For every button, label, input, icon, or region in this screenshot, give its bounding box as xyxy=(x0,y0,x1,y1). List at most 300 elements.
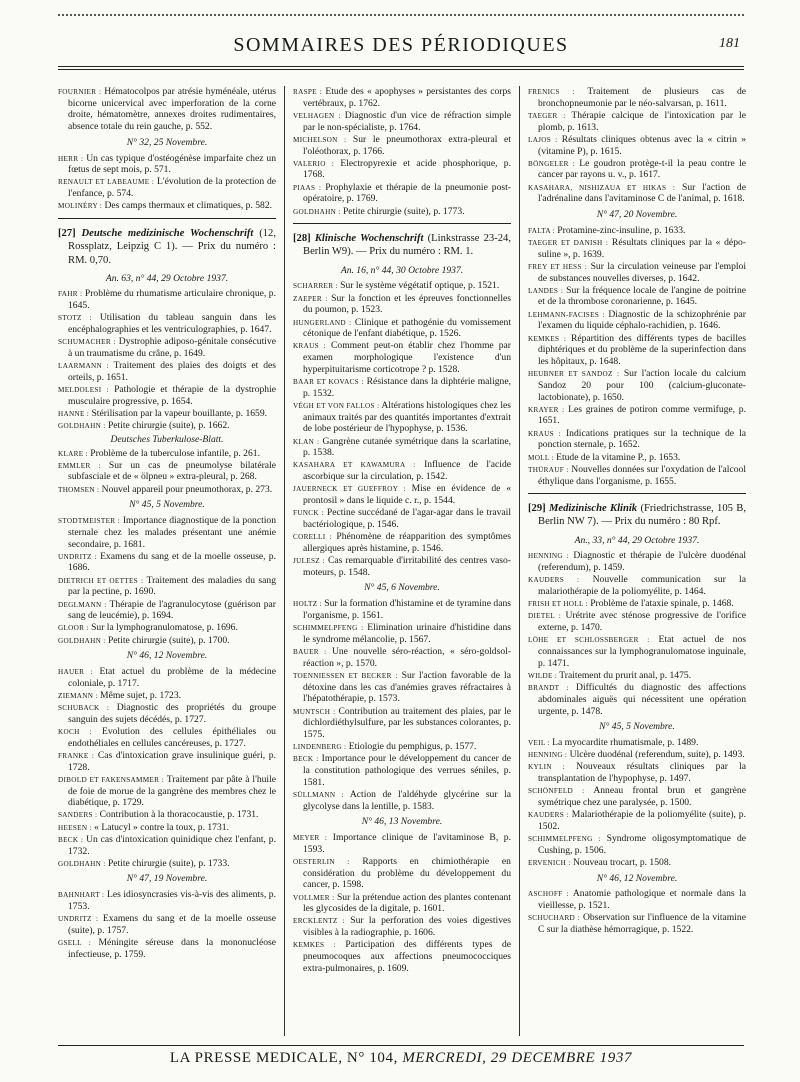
article-author: SANDERS : xyxy=(58,811,98,820)
article-author: HERR : xyxy=(58,154,84,163)
article-author: KAUDERS : xyxy=(528,576,580,585)
article-title: Etat actuel du problème de la médecine coloniale, p. 1717. xyxy=(68,666,276,689)
article-author: KEMKES : xyxy=(528,334,567,343)
article-author: GOLDHAHN : xyxy=(58,859,106,868)
article-author: MELDOLESI : xyxy=(58,386,109,395)
article-author: KLARE : xyxy=(58,449,88,458)
journal-number: [29] xyxy=(528,503,546,515)
article-author: FRANKE : xyxy=(58,751,95,760)
article-title: Etude de la vitamine P., p. 1653. xyxy=(556,451,681,463)
article-entry xyxy=(528,86,746,109)
article-entry xyxy=(293,507,511,530)
footer-date: MERCREDI, 29 DECEMBRE 1937 xyxy=(402,1050,633,1066)
article-author: HOLTZ : xyxy=(293,600,322,609)
article-title: Traitement des plaies des doigts et des orteils, p. 1651. xyxy=(68,360,276,383)
article-title: Utilisation du tableau sanguin dans les encéphalographies et les ventriculographies, p. 1647. xyxy=(68,312,276,336)
article-author: KAUDERS : xyxy=(528,811,569,820)
article-author: CORELLI : xyxy=(293,533,332,542)
article-entry xyxy=(58,200,276,212)
article-entry xyxy=(528,110,746,133)
article-entry xyxy=(293,555,511,578)
article-author: BAAR ET KOVACS : xyxy=(293,378,364,387)
article-title: Thérapie de l'agranulocytose (guérison par sang de leucémie), p. 1694. xyxy=(68,598,276,622)
article-author: UNDRITZ : xyxy=(58,552,97,561)
article-author: KLAN : xyxy=(293,437,320,446)
article-author: MEYER : xyxy=(293,834,328,843)
article-title: Sur la fréquence locale de l'angine de poitrine et de la thrombose coronarienne, p. 1645. xyxy=(538,284,746,308)
article-author: LÖHE ET SCHLOSSBERGER : xyxy=(528,636,650,645)
article-entry xyxy=(58,484,276,496)
article-title: Sur un cas de pneumolyse bilatérale subfasciale et de « ölpneu » extra-pleural, p. 268. xyxy=(68,459,276,483)
article-entry xyxy=(58,360,276,383)
article-entry xyxy=(58,384,276,407)
article-entry xyxy=(293,110,511,133)
article-title: Problème de la tuberculose infantile, p. 261. xyxy=(90,447,260,459)
article-title: Urétrite avec sténose progressive de l'orifice externe, p. 1470. xyxy=(538,610,746,634)
header-rule xyxy=(58,66,744,67)
article-author: MUNTSCH : xyxy=(293,707,336,716)
article-author: HANNE : xyxy=(58,409,90,418)
journal-name: Deutsche medizinische Wochenschrift xyxy=(81,228,254,240)
article-title: Résultats cliniques par la « dépo-suline », p. 1639. xyxy=(538,236,746,260)
article-title: Diagnostic d'un vice de réfraction simple par le non-spécialiste, p. 1764. xyxy=(303,109,511,133)
article-author: KRAYER : xyxy=(528,405,565,414)
article-title: Problème de l'ataxie spinale, p. 1468. xyxy=(590,598,734,610)
article-title: La myocardite rhumatismale, p. 1489. xyxy=(552,736,699,748)
article-entry xyxy=(58,408,276,420)
article-title: Importance pour le développement du cancer de la constitution pathologique des verrues séniles, p. 1581. xyxy=(303,753,511,788)
article-entry xyxy=(528,225,746,237)
article-author: BRANDT : xyxy=(528,684,569,693)
article-entry xyxy=(528,833,746,856)
article-title: Sur le pneumothorax extra-pleural et l'oléothorax, p. 1766. xyxy=(303,133,511,157)
article-entry xyxy=(528,452,746,464)
article-title: Mise en évidence de « prontosil » dans le liquide c. r., p. 1544. xyxy=(303,483,511,507)
article-author: TAEGER : xyxy=(528,111,566,120)
article-author: LANDES : xyxy=(528,286,564,295)
article-entry xyxy=(528,912,746,935)
header-rule-double xyxy=(58,69,744,70)
article-title: Importance diagnostique de la ponction sternale chez les malades présentant une anémie secondaire, p. 1681. xyxy=(68,515,276,550)
article-entry xyxy=(293,892,511,915)
article-author: RASPE : xyxy=(293,88,323,96)
article-title: Sur la prétendue action des plantes contenant les glycosides de la digitale, p. 1601. xyxy=(303,891,511,915)
article-title: Nouvelles données sur l'oxydation de l'alcool éthylique dans l'organisme, p. 1655. xyxy=(538,463,746,487)
article-author: BAHNHART : xyxy=(58,891,105,900)
article-title: Etude des « apophyses » persistantes des corps vertébraux, p. 1762. xyxy=(303,86,511,109)
supplement-heading: Deutsches Tuberkulose-Blatt. xyxy=(110,433,224,445)
article-title: Cas d'intoxication grave insulinique guéri, p. 1728. xyxy=(68,749,276,773)
article-entry xyxy=(58,86,276,133)
journal-heading xyxy=(293,232,511,258)
article-entry xyxy=(58,575,276,598)
article-entry xyxy=(293,340,511,375)
article-title: Les graines de potiron comme vermifuge, p. 1651. xyxy=(538,403,746,427)
article-entry xyxy=(293,400,511,435)
article-author: EMMLER : xyxy=(58,461,101,470)
article-author: TAEGER ET DANISH : xyxy=(528,238,609,247)
issue-heading: N° 47, 20 Novembre. xyxy=(596,209,678,221)
article-entry xyxy=(58,176,276,199)
journal-heading xyxy=(528,502,746,528)
article-entry xyxy=(293,531,511,554)
article-author: JAUERNECK ET GUEFFROY : xyxy=(293,485,406,494)
article-author: GLOOR : xyxy=(58,624,89,633)
article-title: Un cas typique d'ostéogénèse imparfaite chez un fœtus de sept mois, p. 571. xyxy=(68,152,276,176)
article-author: KASAHARA, NISHIZAUA ET HIKAS : xyxy=(528,183,676,192)
article-title: Sur l'action favorable de la détoxine dans les cas d'anémies graves réfractaires à l'hépatothérapie, p. 1573. xyxy=(303,669,511,705)
column-3 xyxy=(528,86,746,1036)
article-title: Le goudron protège-t-il la peau contre le cancer par rayons u. v., p. 1617. xyxy=(538,157,746,181)
article-title: Pathologie et thérapie de la dystrophie musculaire progressive, p. 1654. xyxy=(68,384,276,407)
article-author: LINDENBERG : xyxy=(293,743,347,752)
article-title: Etiologie du pemphigus, p. 1577. xyxy=(348,741,477,753)
article-title: Sur le système végétatif optique, p. 1521. xyxy=(340,280,500,292)
article-entry xyxy=(293,376,511,399)
article-title: Diagnostic et thérapie de l'ulcère duodénal (referendum), p. 1459. xyxy=(538,550,746,574)
article-author: VEIL : xyxy=(528,738,550,747)
article-title: Traitement des maladies du sang par la pectine, p. 1690. xyxy=(68,574,276,598)
article-title: Importance clinique de l'avitaminose B, p. 1593. xyxy=(303,832,511,855)
article-title: Traitement de plusieurs cas de bronchopneumonie par le néo-salvarsan, p. 1611. xyxy=(538,86,746,109)
article-author: RENAULT ET LABEAUME : xyxy=(58,178,155,187)
issue-heading: N° 47, 19 Novembre. xyxy=(126,873,208,885)
article-author: OESTERLIN : xyxy=(293,857,350,866)
article-entry xyxy=(528,610,746,633)
article-title: Méningite séreuse dans la mononucléose infectieuse, p. 1759. xyxy=(68,937,276,960)
article-title: Protamine-zinc-insuline, p. 1633. xyxy=(557,224,686,236)
article-author: PIAAS : xyxy=(293,183,322,192)
article-author: ERVENICH : xyxy=(528,858,571,867)
article-title: Difficultés du diagnostic des affections abdominales aiguës qui nécessitent une opération urgente, p. 1478. xyxy=(538,682,746,717)
article-entry xyxy=(528,634,746,669)
article-title: « Latucyl » contre la toux, p. 1731. xyxy=(94,821,229,833)
article-title: Evolution des cellules épithéliales ou endothéliales en cellules cancéreuses, p. 1727. xyxy=(68,726,276,749)
footer-rule xyxy=(58,1045,744,1046)
article-title: Petite chirurgie (suite), p. 1662. xyxy=(107,420,230,432)
article-entry xyxy=(58,635,276,647)
article-author: LAARMANN : xyxy=(58,362,109,371)
article-title: Altérations histologiques chez les animaux traités par des quantités importantes d'extrait de lobe postérieur de l'hypophyse, p. 1536. xyxy=(303,399,511,435)
journal-info: (Friedrichstrasse, 105 B, Berlin NW 7). — Prix du numéro : 80 Rpf. xyxy=(538,503,746,528)
section-rule xyxy=(528,493,746,494)
article-entry xyxy=(528,368,746,403)
article-entry xyxy=(58,312,276,335)
journal-info: (Linkstrasse 23-24, Berlin W9). — Prix du numéro : RM. 1. xyxy=(303,233,511,258)
article-entry xyxy=(58,858,276,870)
article-author: BECK : xyxy=(293,755,319,764)
article-entry xyxy=(528,574,746,597)
article-entry xyxy=(293,939,511,974)
article-entry xyxy=(58,460,276,483)
issue-heading: N° 45, 5 Novembre. xyxy=(129,499,205,511)
article-title: Une nouvelle séro-réaction, « séro-goldsol-réaction », p. 1570. xyxy=(303,646,511,669)
page-title: SOMMAIRES DES PÉRIODIQUES xyxy=(233,34,569,56)
article-title: Petite chirurgie (suite), p. 1700. xyxy=(107,634,230,646)
journal-name: Medizinische Klinik xyxy=(549,503,638,515)
article-title: Hématocolpos par atrésie hyménéale, utérus bicorne unicervical avec imperforation de la corne droite, hématomètre, annexes droites rudimentaires, absence totale du rein gauche, p. 552. xyxy=(68,86,276,133)
article-entry xyxy=(293,598,511,621)
article-entry xyxy=(528,888,746,911)
article-entry xyxy=(58,834,276,857)
article-author: UNDRITZ : xyxy=(58,915,99,924)
article-author: SCHUBACK : xyxy=(58,704,110,713)
article-author: HENNING : xyxy=(528,552,570,561)
issue-heading: N° 32, 25 Novembre. xyxy=(126,136,208,148)
article-entry xyxy=(58,690,276,702)
article-title: Anatomie pathologique et normale dans la vieillesse, p. 1521. xyxy=(538,888,746,912)
article-author: FAHR : xyxy=(58,290,83,299)
section-rule xyxy=(58,218,276,219)
issue-heading: An. 16, n° 44, 30 Octobre 1937. xyxy=(340,264,464,276)
page-footer xyxy=(58,1050,744,1067)
article-title: Sur la circulation veineuse par l'emploi de substances nouvelles diverses, p. 1642. xyxy=(538,260,746,284)
article-author: SÜLLMANN : xyxy=(293,790,344,799)
article-author: KRAUS : xyxy=(528,429,561,438)
article-author: GOLDHAHN : xyxy=(58,422,106,431)
article-entry xyxy=(528,550,746,573)
article-entry xyxy=(58,666,276,689)
article-title: Nouvelle communication sur la malariothérapie de la poliomyélite, p. 1464. xyxy=(538,574,746,597)
article-title: Etat actuel de nos connaissances sur la lymphogranulomatose inguinale, p. 1471. xyxy=(538,634,746,669)
journal-name: Klinische Wochenschrift xyxy=(314,233,424,245)
article-author: KRAUS : xyxy=(293,342,326,351)
article-title: Répartition des différents types de bacilles diphtériques et du problème de la superinfection dans les hôpitaux, p. 1648. xyxy=(538,332,746,367)
article-entry xyxy=(58,726,276,749)
article-entry xyxy=(528,761,746,784)
issue-heading: N° 45, 5 Novembre. xyxy=(599,721,675,733)
article-title: Stérilisation par la vapeur bouillante, p. 1659. xyxy=(91,407,268,419)
article-author: HUNGERLAND : xyxy=(293,318,352,327)
article-entry xyxy=(528,404,746,427)
article-entry xyxy=(293,459,511,482)
article-title: Malariothérapie de la poliomyélite (suite), p. 1502. xyxy=(538,809,746,832)
article-author: DIETRICH ET OETTES : xyxy=(58,576,144,585)
article-author: DEGLMANN : xyxy=(58,600,107,609)
journal-number: [28] xyxy=(293,233,311,245)
issue-heading: An. 63, n° 44, 29 Octobre 1937. xyxy=(105,272,229,284)
article-author: FUNCK : xyxy=(293,509,324,518)
text-columns xyxy=(58,86,746,1036)
article-author: GOLDHAHN : xyxy=(293,207,341,216)
article-author: KYLIN : xyxy=(528,763,566,772)
article-entry xyxy=(58,913,276,936)
article-author: SCHUCHARD : xyxy=(528,914,580,923)
article-title: Indications pratiques sur la technique de la ponction sternale, p. 1652. xyxy=(538,427,746,451)
article-author: SCHUMACHER : xyxy=(58,338,116,347)
article-author: SCHARRER : xyxy=(293,282,338,291)
article-title: L'évolution de la protection de l'enfance, p. 574. xyxy=(68,176,276,200)
article-entry xyxy=(58,937,276,960)
article-entry xyxy=(528,682,746,717)
article-entry xyxy=(58,448,276,460)
article-title: Petite chirurgie (suite), p. 1733. xyxy=(107,857,230,869)
article-entry xyxy=(58,774,276,809)
article-title: Ulcère duodénal (referendum, suite), p. 1493. xyxy=(569,749,745,761)
article-title: Contribution à la thoracocaustie, p. 1731. xyxy=(99,809,259,821)
article-entry xyxy=(528,309,746,332)
article-title: Nouvel appareil pour pneumothorax, p. 273. xyxy=(101,483,273,495)
article-title: Sur la formation d'histamine et de tyramine dans l'organisme, p. 1561. xyxy=(303,598,511,621)
article-entry xyxy=(528,670,746,682)
article-entry xyxy=(528,464,746,487)
article-entry xyxy=(293,832,511,855)
journal-number: [27] xyxy=(58,228,76,240)
article-title: Même sujet, p. 1723. xyxy=(100,689,182,701)
article-author: VOLLMER : xyxy=(293,893,335,902)
article-title: Sur la lymphogranulomatose, p. 1696. xyxy=(91,622,238,634)
article-author: BECK : xyxy=(58,835,84,844)
article-title: Un cas d'intoxication quinidique chez l'enfant, p. 1732. xyxy=(68,833,276,857)
article-entry xyxy=(58,809,276,821)
article-author: DIETEL : xyxy=(528,612,562,621)
article-author: VELHAGEN : xyxy=(293,111,341,120)
article-entry xyxy=(58,420,276,432)
article-author: ZIEMANN : xyxy=(58,691,98,700)
article-title: Comment peut-on établir chez l'homme par examen morphologique l'existence d'un hyperpituitarisme corticotrope ? p. 1528. xyxy=(303,340,511,375)
article-entry xyxy=(528,785,746,808)
article-author: ZAEPER : xyxy=(293,294,328,303)
article-author: KOCH : xyxy=(58,728,92,737)
article-author: FALTA : xyxy=(528,226,555,235)
article-entry xyxy=(528,857,746,869)
section-rule xyxy=(293,223,511,224)
article-title: Problème du rhumatisme articulaire chronique, p. 1645. xyxy=(68,288,276,312)
article-entry xyxy=(528,428,746,451)
article-title: Les idiosyncrasies vis-à-vis des aliments, p. 1753. xyxy=(68,889,276,912)
article-entry xyxy=(58,622,276,634)
article-entry xyxy=(293,293,511,316)
article-entry xyxy=(293,158,511,181)
journal-heading xyxy=(58,227,276,267)
article-author: KEMKES : xyxy=(293,941,336,950)
article-entry xyxy=(293,622,511,645)
article-entry xyxy=(293,436,511,459)
article-entry xyxy=(528,158,746,181)
article-entry xyxy=(58,750,276,773)
article-title: Electropyrexie et acide phosphorique, p. 1768. xyxy=(303,157,511,181)
top-dotted-rule xyxy=(58,14,744,16)
article-entry xyxy=(293,856,511,891)
article-entry xyxy=(293,670,511,705)
article-entry xyxy=(58,153,276,176)
issue-heading: An., 33, n° 44, 29 Octobre 1937. xyxy=(574,534,700,546)
article-entry xyxy=(528,333,746,368)
article-entry xyxy=(58,551,276,574)
article-author: HEESEN : xyxy=(58,823,92,832)
article-title: Syndrome oligosymptomatique de Cushing, p. 1506. xyxy=(538,833,746,856)
column-1 xyxy=(58,86,276,1036)
article-title: Anneau frontal brun et gangrène symétrique chez une paralysée, p. 1500. xyxy=(538,785,746,808)
article-author: THÜRAUF : xyxy=(528,465,569,474)
footer-journal: LA PRESSE MEDICALE, N° 104, xyxy=(169,1050,398,1066)
article-entry xyxy=(528,261,746,284)
article-title: Diagnostic des propriétés du groupe sanguin des sujets décédés, p. 1727. xyxy=(68,702,276,725)
article-entry xyxy=(293,206,511,218)
article-author: THOMSEN : xyxy=(58,485,100,494)
article-title: Nouveaux résultats cliniques par la transplantation de l'hypophyse, p. 1497. xyxy=(538,761,746,785)
article-title: Cas remarquable d'irritabilité des centres vaso-moteurs, p. 1548. xyxy=(303,555,511,578)
article-entry xyxy=(293,915,511,938)
article-title: Sur l'action locale du calcium Sandoz 20 pour 100 (calcium-gluconate-lactobionate), p. 1650. xyxy=(538,368,746,403)
article-entry xyxy=(528,737,746,749)
article-author: TOENNIESSEN ET BECKER : xyxy=(293,671,398,680)
article-author: FOURNIER : xyxy=(58,88,102,96)
issue-heading: N° 46, 13 Novembre. xyxy=(361,816,443,828)
article-entry xyxy=(293,646,511,669)
column-separator xyxy=(284,86,285,1036)
article-author: FRISH ET HOLL : xyxy=(528,600,588,609)
article-author: LEHMANN-FACISES : xyxy=(528,310,605,319)
article-entry xyxy=(58,889,276,912)
article-title: Observation sur l'influence de la vitamine C sur la diathèse hémorragique, p. 1522. xyxy=(538,912,746,935)
article-title: Sur la perforation des voies digestives visibles à la radiographie, p. 1606. xyxy=(303,915,511,939)
article-entry xyxy=(58,288,276,311)
article-entry xyxy=(528,598,746,610)
article-author: GOLDHAHN : xyxy=(58,636,106,645)
article-title: Sur l'action de l'adrénaline dans l'avitaminose C de l'animal, p. 1618. xyxy=(538,181,746,205)
article-entry xyxy=(528,809,746,832)
article-author: ERCKLENTZ : xyxy=(293,917,345,926)
article-author: HENNING : xyxy=(528,751,568,760)
article-entry xyxy=(293,86,511,109)
article-author: SCHIMMELPFENG : xyxy=(528,835,601,844)
article-entry xyxy=(293,317,511,340)
article-title: Rapports en chimiothérapie en considération du problème du développement du cancer, p. 1598. xyxy=(303,855,511,891)
article-author: SCHIMMELPFENG : xyxy=(293,624,364,633)
article-title: Influence de l'acide ascorbique sur la circulation, p. 1542. xyxy=(303,459,511,483)
article-title: Dystrophie adiposo-génitale consécutive à un traumatisme du crâne, p. 1649. xyxy=(68,336,276,359)
article-title: Traitement du prurit anal, p. 1475. xyxy=(559,669,692,681)
article-entry xyxy=(293,789,511,812)
article-title: Nouveau trocart, p. 1508. xyxy=(572,856,672,868)
article-title: Phénomène de réapparition des symptômes allergiques après histamine, p. 1546. xyxy=(303,531,511,554)
article-entry xyxy=(528,134,746,157)
article-title: Résistance dans la diphtérie maligne, p. 1532. xyxy=(303,376,511,399)
article-author: JULESZ : xyxy=(293,557,325,566)
article-author: HEUBNER ET SANDOZ : xyxy=(528,370,620,379)
article-author: MICHELSON : xyxy=(293,135,347,144)
article-title: Contribution au traitement des plaies, par le dichlordiéthylsulfure, par les substances colorantes, p. 1575. xyxy=(303,705,511,740)
article-author: HAUER : xyxy=(58,668,93,677)
article-author: VALERIO : xyxy=(293,159,335,168)
article-author: STOTZ : xyxy=(58,314,92,323)
article-author: WILDE : xyxy=(528,671,558,680)
article-author: FRENICS : xyxy=(528,88,575,96)
article-title: Prophylaxie et thérapie de la pneumonie post-opératoire, p. 1769. xyxy=(303,181,511,205)
journal-info: (12, Rossplatz, Leipzig C 1). — Prix du numéro : RM. 0,70. xyxy=(68,228,276,266)
article-entry xyxy=(58,822,276,834)
issue-heading: N° 46, 12 Novembre. xyxy=(126,650,208,662)
article-entry xyxy=(293,753,511,788)
article-entry xyxy=(58,702,276,725)
article-author: BÖNGELER : xyxy=(528,159,575,168)
issue-heading: N° 45, 6 Novembre. xyxy=(364,582,440,594)
article-author: MOLINÉRY : xyxy=(58,202,103,211)
article-entry xyxy=(293,483,511,506)
article-author: STODTMEISTER : xyxy=(58,517,121,526)
article-author: SCHÖNFELD : xyxy=(528,787,585,796)
article-author: FREY ET HESS : xyxy=(528,262,588,271)
article-title: Des camps thermaux et climatiques, p. 582. xyxy=(104,200,273,212)
article-entry xyxy=(58,599,276,622)
article-entry xyxy=(293,182,511,205)
article-title: Examens du sang et de la moelle osseuse, p. 1686. xyxy=(68,550,276,574)
article-title: Gangrène cutanée symétrique dans la scarlatine, p. 1538. xyxy=(303,435,511,459)
article-title: Diagnostic de la schizophrénie par l'examen du liquide céphalo-rachidien, p. 1646. xyxy=(538,308,746,332)
article-title: Elimination urinaire d'histidine dans le syndrome mélancolie, p. 1567. xyxy=(303,622,511,645)
article-title: Sur la fonction et les épreuves fonctionnelles du poumon, p. 1523. xyxy=(303,292,511,316)
